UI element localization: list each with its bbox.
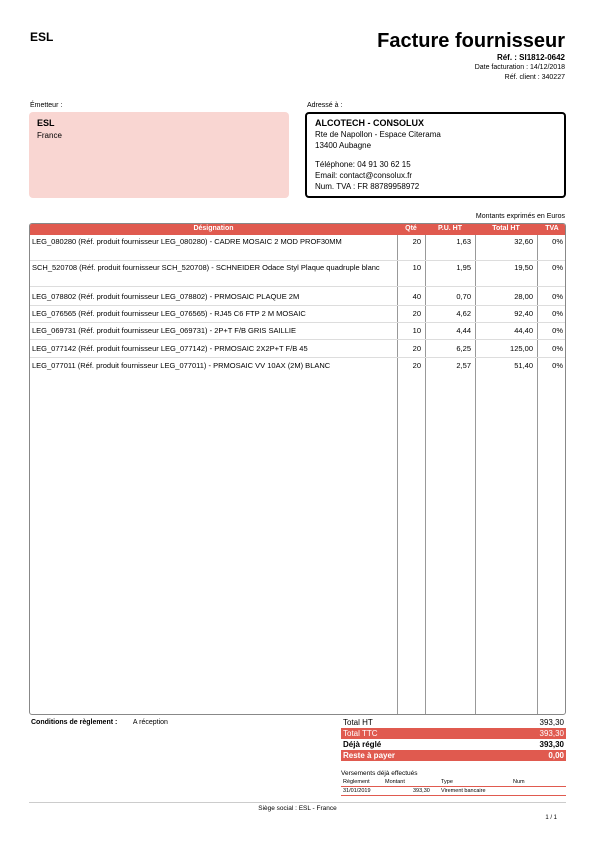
page-number: 1 / 1 [545, 815, 557, 821]
row-total: 92,40 [514, 309, 533, 318]
row-total: 125,00 [510, 344, 533, 353]
row-qty: 40 [412, 292, 421, 301]
row-designation: LEG_076565 (Réf. produit fournisseur LEG_076565) - RJ45 C6 FTP 2 M MOSAIC [32, 309, 306, 318]
payment-amount: 393,30 [413, 788, 430, 794]
row-qty: 20 [412, 237, 421, 246]
table-row [30, 326, 565, 336]
table-header [30, 224, 565, 235]
row-separator [30, 339, 565, 340]
row-qty: 10 [412, 263, 421, 272]
total-ht-label: Total HT [343, 718, 373, 727]
header-total: Total HT [492, 225, 520, 232]
invoice-date: Date facturation : 14/12/2018 [474, 64, 565, 71]
row-total: 28,00 [514, 292, 533, 301]
addressee-vat: Num. TVA : FR 88789958972 [315, 182, 420, 191]
row-designation: LEG_080280 (Réf. produit fournisseur LEG_080280) - CADRE MOSAIC 2 MOD PROF30MM [32, 237, 342, 246]
row-total: 44,40 [514, 326, 533, 335]
row-separator [30, 357, 565, 358]
payment-conditions [31, 719, 168, 726]
invoice-references [475, 53, 565, 83]
row-tva: 0% [552, 237, 563, 246]
addressee-street: Rte de Napollon - Espace Citerama [315, 130, 441, 139]
remaining-value: 0,00 [548, 751, 564, 760]
header-designation: Désignation [193, 225, 234, 232]
column-divider [475, 235, 476, 714]
row-unit-price: 0,70 [456, 292, 471, 301]
row-qty: 20 [412, 361, 421, 370]
header-pu: P.U. HT [438, 225, 462, 232]
row-tva: 0% [552, 309, 563, 318]
row-tva: 0% [552, 292, 563, 301]
row-separator [30, 260, 565, 261]
row-unit-price: 1,95 [456, 263, 471, 272]
row-designation: LEG_077011 (Réf. produit fournisseur LEG_077011) - PRMOSAIC VV 10AX (2M) BLANC [32, 361, 331, 370]
row-tva: 0% [552, 263, 563, 272]
already-paid-label: Déjà réglé [343, 740, 382, 749]
addressee-email: Email: contact@consolux.fr [315, 171, 413, 180]
company-name: ESL [30, 30, 54, 44]
already-paid-row [341, 739, 566, 750]
total-ttc-value: 393,30 [539, 729, 564, 738]
conditions-value: A réception [132, 719, 168, 726]
total-ht-value: 393,30 [539, 718, 564, 727]
row-tva: 0% [552, 326, 563, 335]
row-unit-price: 4,62 [456, 309, 471, 318]
addressee-box [305, 112, 566, 198]
emitter-country: France [37, 131, 62, 140]
header-tva: TVA [545, 225, 559, 232]
table-row [30, 237, 565, 257]
row-total: 32,60 [514, 237, 533, 246]
header-qty: Qté [405, 225, 417, 232]
addressee-label: Adressé à : [307, 102, 343, 109]
table-row [30, 263, 565, 283]
already-paid-value: 393,30 [539, 740, 564, 749]
payments-title: Versements déjà effectués [341, 770, 418, 777]
payments-header-num: Num [513, 779, 525, 785]
column-divider [397, 235, 398, 714]
row-qty: 20 [412, 344, 421, 353]
row-unit-price: 4,44 [456, 326, 471, 335]
row-unit-price: 6,25 [456, 344, 471, 353]
payment-row [341, 787, 566, 796]
conditions-label: Conditions de règlement : [31, 719, 118, 726]
emitter-label: Émetteur : [30, 102, 63, 109]
total-ttc-row [341, 728, 566, 739]
document-title: Facture fournisseur [377, 30, 565, 52]
row-tva: 0% [552, 361, 563, 370]
remaining-row [341, 750, 566, 761]
row-total: 51,40 [514, 361, 533, 370]
emitter-name: ESL [37, 118, 55, 128]
footer-divider [29, 802, 566, 803]
column-divider [537, 235, 538, 714]
payments-block [341, 770, 566, 796]
payment-type: Virement bancaire [441, 788, 486, 794]
row-designation: LEG_078802 (Réf. produit fournisseur LEG_078802) - PRMOSAIC PLAQUE 2M [32, 292, 300, 301]
row-qty: 10 [412, 326, 421, 335]
table-row [30, 309, 565, 319]
row-total: 19,50 [514, 263, 533, 272]
totals-block [341, 717, 566, 761]
total-ht-row [341, 717, 566, 728]
table-row [30, 344, 565, 354]
addressee-phone: Téléphone: 04 91 30 62 15 [315, 160, 411, 169]
row-separator [30, 286, 565, 287]
payments-header-amount: Montant [385, 779, 405, 785]
row-separator [30, 322, 565, 323]
row-separator [30, 305, 565, 306]
row-unit-price: 1,63 [456, 237, 471, 246]
client-ref: Réf. client : 340227 [504, 74, 565, 81]
total-ttc-label: Total TTC [343, 729, 378, 738]
payments-header-type: Type [441, 779, 453, 785]
invoice-lines-table [29, 223, 566, 715]
invoice-ref: Réf. : SI1812-0642 [496, 53, 565, 62]
table-row [30, 361, 565, 371]
footer-seat: Siège social : ESL - France [258, 805, 337, 812]
payments-header-date: Règlement [343, 779, 370, 785]
currency-note: Montants exprimés en Euros [475, 213, 565, 220]
row-qty: 20 [412, 309, 421, 318]
addressee-city: 13400 Aubagne [315, 141, 372, 150]
column-divider [425, 235, 426, 714]
payment-date: 31/01/2019 [343, 788, 371, 794]
payments-header [341, 778, 566, 787]
row-tva: 0% [552, 344, 563, 353]
table-row [30, 292, 565, 302]
row-designation: LEG_077142 (Réf. produit fournisseur LEG_077142) - PRMOSAIC 2X2P+T F/B 45 [32, 344, 308, 353]
row-unit-price: 2,57 [456, 361, 471, 370]
emitter-box [29, 112, 289, 198]
row-designation: SCH_520708 (Réf. produit fournisseur SCH_520708) - SCHNEIDER Odace Styl Plaque quadruple blanc [32, 263, 380, 272]
row-designation: LEG_069731 (Réf. produit fournisseur LEG_069731) - 2P+T F/B GRIS SAILLIE [32, 326, 296, 335]
remaining-label: Reste à payer [343, 751, 396, 760]
addressee-name: ALCOTECH - CONSOLUX [315, 118, 424, 128]
